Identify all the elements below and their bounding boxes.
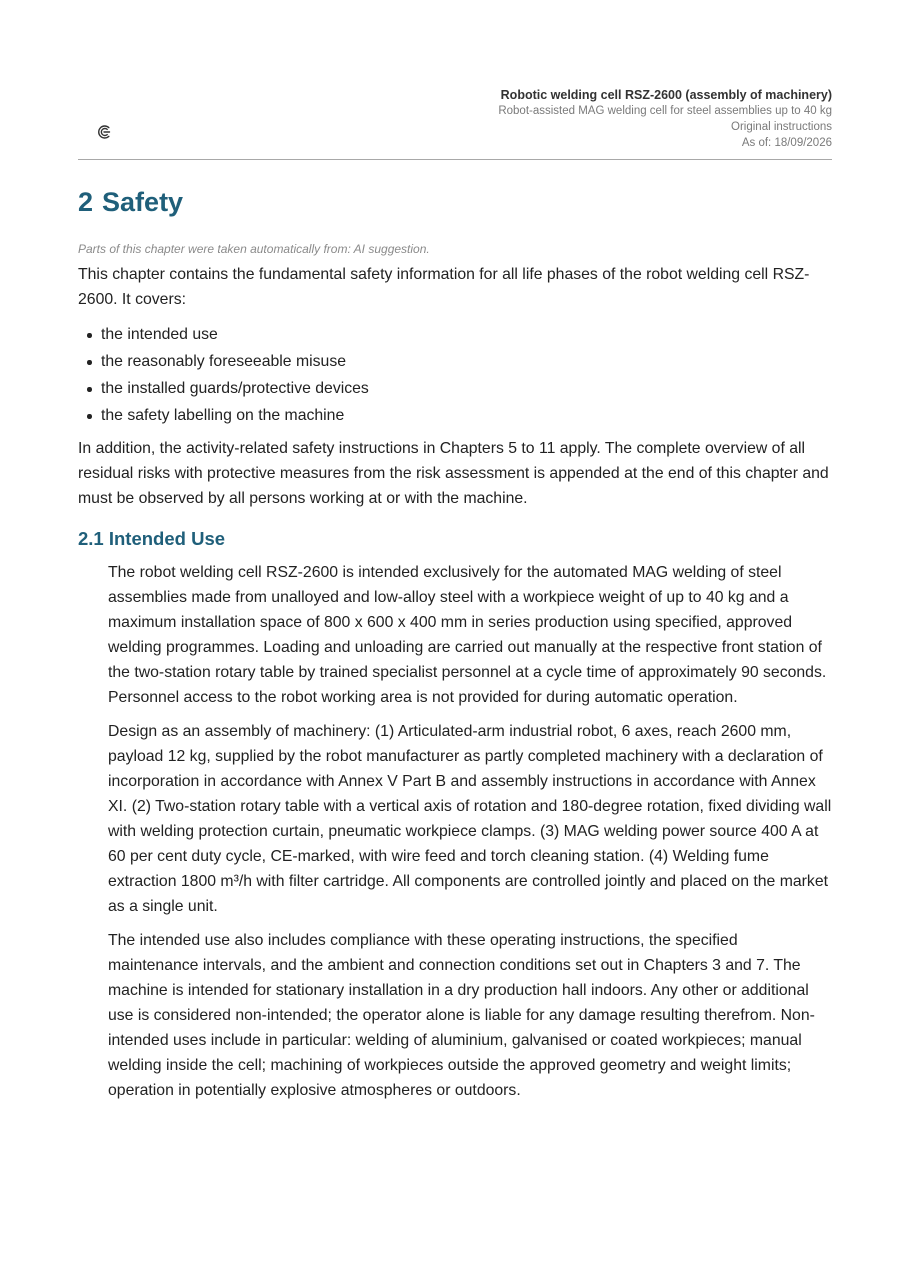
design-paragraph: Design as an assembly of machinery: (1) Articulated-arm industrial robot, 6 axes, reach 2600 mm, payload 12 kg, supplied by the robot manufacturer as partly completed machinery with a declaration of incorporation in accordance with Annex V Part B and assembly instructions in accordance with Annex XI. (2) Two-station rotary table with a vertical axis of rotation and 180-degree rotation, fixed dividing wall with welding protection curtain, pneumatic workpiece clamps. (3) MAG welding power source 400 A at 60 per cent duty cycle, CE-marked, with wire feed and torch cleaning station. (4) Welding fume extraction 1800 m³/h with filter cartridge. All components are controlled jointly and placed on the market as a single unit. [108, 723, 832, 915]
chapter-title: Safety [102, 187, 184, 217]
chapter-heading [78, 186, 832, 218]
list-item: the intended use [101, 321, 832, 348]
document-date: As of: 18/09/2026 [741, 137, 832, 149]
header-info [498, 87, 832, 151]
chapter-number: 2 [78, 187, 94, 217]
intended-use-paragraph: The robot welding cell RSZ-2600 is intended exclusively for the automated MAG welding of steel assemblies made from unalloyed and low-alloy steel with a workpiece weight of up to 40 kg and a maximum installation space of 800 x 600 x 400 mm in series production using specified, approved welding programmes. Loading and unloading are carried out manually at the respective front station of the two-station rotary table by trained specialist personnel at a cycle time of approximately 90 seconds. Personnel access to the robot working area is not provided for during automatic operation. [108, 564, 827, 706]
document-title: Robotic welding cell RSZ-2600 (assembly of machinery) [500, 88, 832, 102]
section-heading [78, 527, 832, 551]
list-item: the installed guards/protective devices [101, 375, 832, 402]
section-body [78, 560, 832, 1103]
document-type: Original instructions [731, 121, 832, 133]
company-logo-icon [97, 124, 113, 140]
non-intended-use-paragraph: The intended use also includes compliance with these operating instructions, the specified maintenance intervals, and the ambient and connection conditions set out in Chapters 3 and 7. The machine is intended for stationary installation in a dry production hall indoors. Any other or additional use is considered non-intended; the operator alone is liable for any damage resulting therefrom. Non-intended uses include in particular: welding of aluminium, galvanised or coated workpieces; manual welding inside the cell; machining of workpieces outside the approved geometry and weight limits; operation in potentially explosive atmospheres or outdoors. [108, 932, 815, 1099]
document-page [78, 0, 832, 1103]
residual-risks-paragraph: In addition, the activity-related safety instructions in Chapters 5 to 11 apply. The complete overview of all residual risks with protective measures from the risk assessment is appended at the end of this chapter and must be observed by all persons working at or with the machine. [78, 440, 829, 507]
list-item: the safety labelling on the machine [101, 402, 832, 429]
document-subtitle: Robot-assisted MAG welding cell for steel assemblies up to 40 kg [498, 105, 832, 117]
page-header [78, 0, 832, 160]
list-item: the reasonably foreseeable misuse [101, 348, 832, 375]
auto-generation-note: Parts of this chapter were taken automatically from: AI suggestion. [78, 242, 430, 256]
coverage-list [78, 321, 832, 429]
section-title: Intended Use [108, 528, 226, 549]
chapter-intro: This chapter contains the fundamental safety information for all life phases of the robot welding cell RSZ-2600. It covers: [78, 266, 810, 308]
section-number: 2.1 [78, 528, 104, 549]
